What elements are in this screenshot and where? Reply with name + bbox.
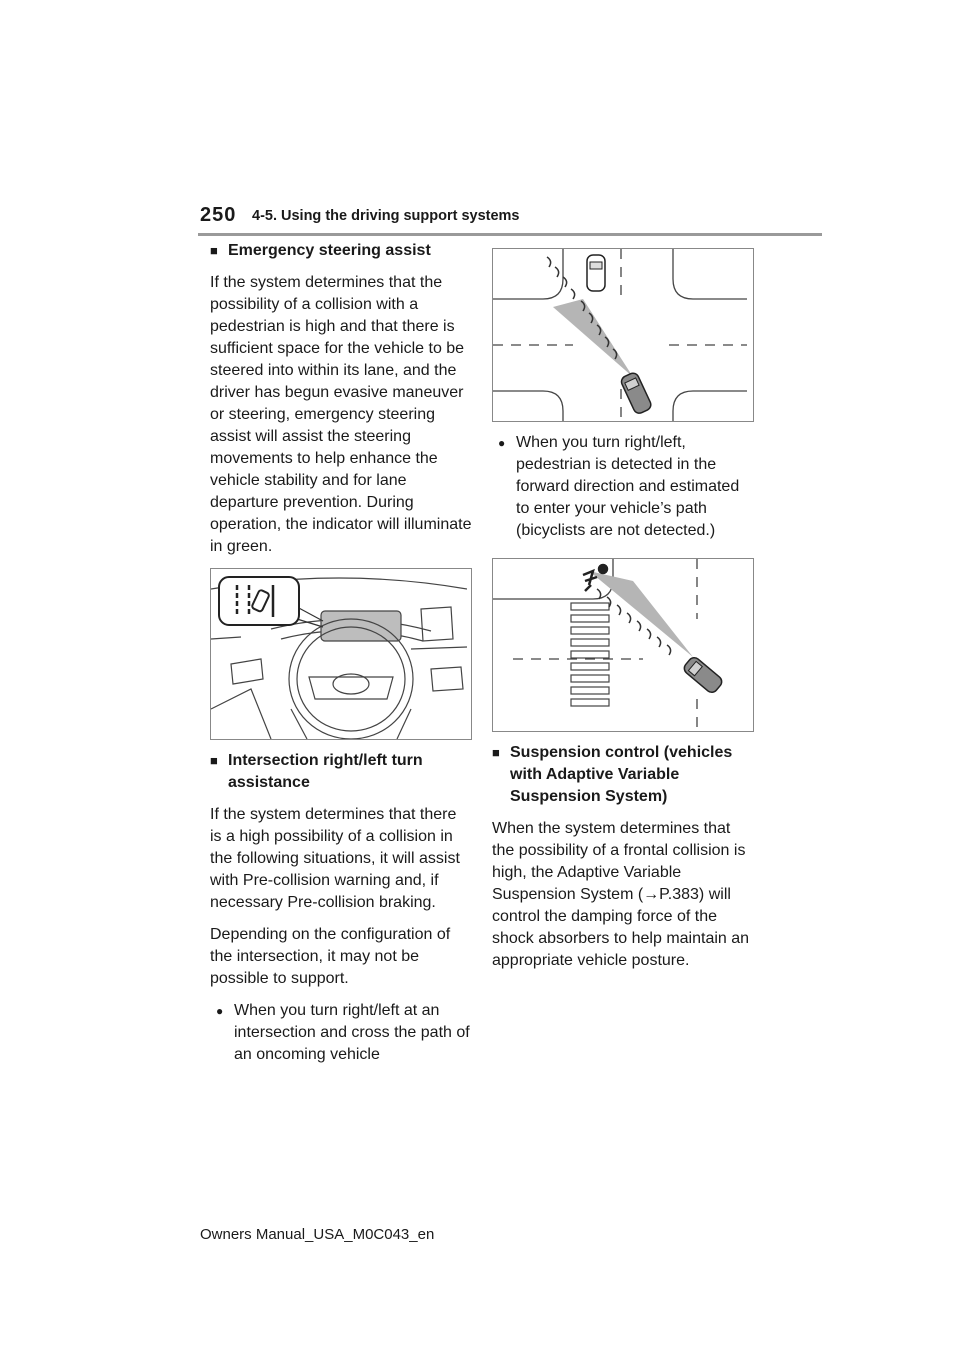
dashboard-illustration <box>211 569 467 739</box>
left-column <box>210 240 472 1076</box>
page-header <box>0 0 960 240</box>
heading-text: Intersection right/left turn assistance <box>228 752 423 791</box>
round-bullet-icon: ● <box>498 436 506 450</box>
pedestrian-crossing-figure <box>492 558 754 732</box>
own-vehicle-icon <box>682 655 724 695</box>
oncoming-car-icon <box>587 255 605 291</box>
crosswalk-stripes <box>571 603 609 706</box>
header-divider <box>198 233 822 236</box>
suspension-control-text: When the system determines that the possibility of a frontal collision is high, the Adaptive Variable Suspension System (→P.383) will control the damping force of the shock absorbers to help maintain an appropriate vehicle posture. <box>492 820 750 969</box>
emergency-steering-text: If the system determines that the possibility of a collision with a pedestrian is high and that there is sufficient space for the vehicle to be steered into within its lane, and the driver has begun evasive maneuver or steering, emergency steering assist will assist the steering movements to help enhance the vehicle stability and for lane departure prevention. During operation, the indicator will illuminate in green. <box>210 274 472 555</box>
right-column <box>492 240 754 982</box>
pedestrian-crossing-diagram <box>493 559 747 731</box>
dashboard-indicator-figure <box>210 568 472 740</box>
page-number: 250 <box>200 204 237 226</box>
intersection-text-1: If the system determines that there is a high possibility of a collision in the following situations, it will assist with Pre-collision warning and, if necessary Pre-collision braking. <box>210 806 460 911</box>
square-bullet-icon: ■ <box>210 243 218 258</box>
emergency-steering-heading <box>210 240 472 262</box>
bullet-pedestrian-detected <box>492 432 754 542</box>
intersection-text-2: Depending on the configuration of the intersection, it may not be possible to support. <box>210 926 451 987</box>
intersection-assist-heading <box>210 750 472 794</box>
suspension-control-heading <box>492 742 754 808</box>
bullet-oncoming-vehicle <box>210 1000 472 1066</box>
heading-text: Emergency steering assist <box>228 242 431 259</box>
square-bullet-icon: ■ <box>492 745 500 760</box>
page-footer: Owners Manual_USA_M0C043_en <box>200 1226 435 1243</box>
square-bullet-icon: ■ <box>210 753 218 768</box>
intersection-oncoming-diagram <box>493 249 747 421</box>
bullet-text: When you turn right/left, pedestrian is detected in the forward direction and estimated to enter your vehicle’s path (bicyclists are not detected.) <box>516 434 740 539</box>
bullet-text: When you turn right/left at an intersection and cross the path of an oncoming vehicle <box>234 1002 470 1063</box>
section-title: 4-5. Using the driving support systems <box>252 208 520 224</box>
heading-text: Suspension control (vehicles with Adaptive Variable Suspension System) <box>510 744 733 805</box>
round-bullet-icon: ● <box>216 1004 224 1018</box>
oncoming-vehicle-figure <box>492 248 754 422</box>
own-vehicle-icon <box>620 371 653 415</box>
